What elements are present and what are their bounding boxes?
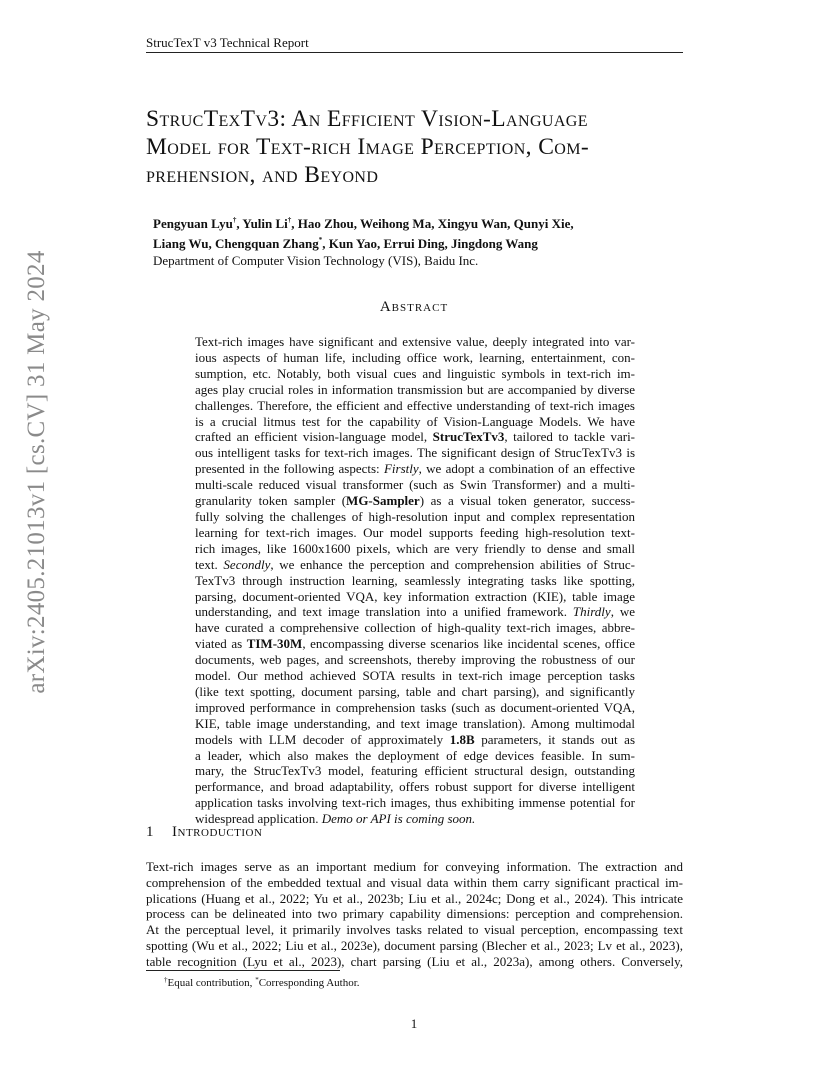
- abstract-line: [195, 636, 635, 652]
- abstract-line: mary, the StrucTexTv3 model, featuring efficient structural design, outstanding: [195, 763, 635, 779]
- author-name: Yulin Li: [242, 216, 288, 231]
- author-line-2: [153, 232, 574, 252]
- text-run: , we: [610, 604, 635, 620]
- footnote-text: Corresponding Author.: [258, 977, 360, 989]
- abstract-line: parsing, document-oriented VQA, key information extraction (KIE), table image: [195, 588, 635, 604]
- abstract-line: ious aspects of human life, including office work, learning, entertainment, con-: [195, 349, 635, 365]
- model-name: StrucTexTv3: [432, 429, 505, 445]
- footnote-text: Equal contribution,: [167, 977, 256, 989]
- text-run: text.: [195, 556, 224, 572]
- abstract-line: sumption, etc. Notably, both visual cues and linguistic symbols in text-rich im-: [195, 365, 635, 381]
- intro-paragraph: [146, 859, 683, 970]
- component-name: MG-Sampler: [346, 493, 420, 509]
- author-names: Liang Wu, Chengquan Zhang: [153, 236, 319, 251]
- abstract-line: application tasks involving text-rich images, thus exhibiting immense potential for: [195, 795, 635, 811]
- abstract-line: [195, 732, 635, 748]
- running-header: StrucTexT v3 Technical Report: [146, 35, 309, 50]
- text-run: widespread application.: [195, 811, 322, 827]
- equal-contribution-mark: †: [287, 216, 292, 224]
- footnote-rule: [146, 970, 340, 971]
- title-line-3: prehension, and Beyond: [146, 162, 379, 188]
- dataset-name: TIM-30M: [246, 636, 303, 652]
- header-rule: [146, 52, 683, 53]
- section-title: Introduction: [172, 824, 263, 840]
- abstract-line: KIE, table image understanding, and text image translation). Among multimodal: [195, 715, 635, 731]
- abstract-line: challenges. Therefore, the efficient and effective understanding of text-rich images: [195, 397, 635, 413]
- abstract-line: [195, 604, 635, 620]
- paper-title: [146, 105, 691, 189]
- abstract-heading: Abstract: [379, 299, 449, 315]
- text-run: , tailored to tackle vari-: [504, 429, 636, 445]
- abstract-line: fully solving the challenges of high-resolution input and complex representation: [195, 508, 635, 524]
- author-name: Pengyuan Lyu: [153, 216, 233, 231]
- text-run: , we adopt a combination of an effective: [418, 461, 636, 477]
- text-run: crafted an efficient vision-language model,: [195, 429, 433, 445]
- abstract-line: learning for text-rich images. Our model supports feeding high-resolution text-: [195, 524, 635, 540]
- abstract-line: a leader, which also makes the deployment of edge devices feasible. In sum-: [195, 747, 635, 763]
- text-run: understanding, and text image translation into a unified framework.: [195, 604, 573, 620]
- abstract-line: model. Our method achieved SOTA results in text-rich image perception tasks: [195, 668, 635, 684]
- parameter-count: 1.8B: [449, 731, 475, 747]
- emphasis: Thirdly: [572, 604, 611, 620]
- emphasis: Demo or API is coming soon.: [321, 811, 476, 827]
- intro-line: comprehension of the embedded textual and visual data within them carry significant practical im-: [146, 874, 683, 890]
- corresponding-author-mark: *: [318, 236, 323, 244]
- author-names: , Kun Yao, Errui Ding, Jingdong Wang: [322, 236, 538, 251]
- text-run: viated as: [195, 636, 247, 652]
- author-line-1: [153, 212, 574, 232]
- text-run: ) as a visual token generator, success-: [419, 493, 635, 509]
- footnote-symbol: *: [255, 976, 259, 984]
- abstract-line: is a crucial litmus test for the capability of Vision-Language Models. We have: [195, 413, 635, 429]
- text-run: presented in the following aspects:: [195, 461, 384, 477]
- affiliation: Department of Computer Vision Technology (VIS), Baidu Inc.: [153, 253, 479, 268]
- abstract-line: have curated a comprehensive collection of high-quality text-rich images, abbre-: [195, 620, 635, 636]
- abstract-line: [195, 429, 635, 445]
- footnote-symbol: †: [164, 976, 168, 984]
- intro-line: Text-rich images serve as an important medium for conveying information. The extraction and: [146, 859, 683, 874]
- section-number: 1: [146, 824, 154, 840]
- abstract-line: documents, web pages, and screenshots, thereby improving the robustness of our: [195, 652, 635, 668]
- abstract-line: rich images, like 1600x1600 pixels, which are very friendly to dense and small: [195, 540, 635, 556]
- text-run: , encompassing diverse scenarios like incidental scenes, office: [302, 636, 635, 652]
- emphasis: Secondly: [223, 556, 271, 572]
- abstract-body: [195, 334, 635, 827]
- intro-line: At the perceptual level, it primarily involves tasks related to visual perception, encompassing text: [146, 922, 683, 938]
- abstract-line: [195, 557, 635, 573]
- abstract-line: Text-rich images have significant and extensive value, deeply integrated into var-: [195, 334, 635, 349]
- author-separator: ,: [236, 216, 240, 231]
- footnote: [164, 976, 360, 989]
- equal-contribution-mark: †: [232, 216, 237, 224]
- intro-line: table recognition (Lyu et al., 2023), chart parsing (Liu et al., 2023a), among others. Conversely,: [146, 953, 683, 969]
- abstract-line: multi-scale reduced visual transformer (such as Swin Transformer) and a multi-: [195, 477, 635, 493]
- abstract-line: [195, 493, 635, 509]
- author-block: [153, 212, 574, 269]
- abstract-line: improved performance in comprehension tasks (such as document-oriented VQA,: [195, 699, 635, 715]
- author-names: , Hao Zhou, Weihong Ma, Xingyu Wan, Qunyi Xie,: [291, 216, 574, 231]
- abstract-line: ages play crucial roles in information transmission but are accompanied by diverse: [195, 381, 635, 397]
- abstract-line: (like text spotting, document parsing, table and chart parsing), and significantly: [195, 683, 635, 699]
- intro-line: process can be delineated into two primary capability dimensions: perception and comprehension.: [146, 906, 683, 922]
- abstract-line: ous intelligent tasks for text-rich images. The significant design of StrucTexTv3 is: [195, 445, 635, 461]
- text-run: models with LLM decoder of approximately: [195, 731, 450, 747]
- intro-line: plications (Huang et al., 2022; Yu et al., 2023b; Liu et al., 2024c; Dong et al., 2024). This intricate: [146, 890, 683, 906]
- arxiv-identifier: arXiv:2405.21013v1 [cs.CV] 31 May 2024: [23, 250, 50, 694]
- page-number: 1: [410, 1016, 418, 1031]
- abstract-line: TexTv3 through instruction learning, seamlessly integrating tasks like spotting,: [195, 572, 635, 588]
- emphasis: Firstly: [383, 461, 419, 477]
- abstract-line: [195, 461, 635, 477]
- text-run: , we enhance the perception and comprehension abilities of Struc-: [270, 556, 636, 572]
- abstract-line: performance, and broad adaptability, offers robust support for diverse intelligent: [195, 779, 635, 795]
- title-line-2: Model for Text-rich Image Perception, Com-: [146, 134, 590, 160]
- text-run: parameters, it stands out as: [474, 731, 636, 747]
- text-run: granularity token sampler (: [195, 493, 347, 509]
- title-line-1: StrucTexTv3: An Efficient Vision-Language: [146, 106, 588, 132]
- section-heading: [146, 824, 262, 841]
- intro-line: spotting (Wu et al., 2022; Liu et al., 2023e), document parsing (Blecher et al., 2023; Lv et al., 2023),: [146, 937, 683, 953]
